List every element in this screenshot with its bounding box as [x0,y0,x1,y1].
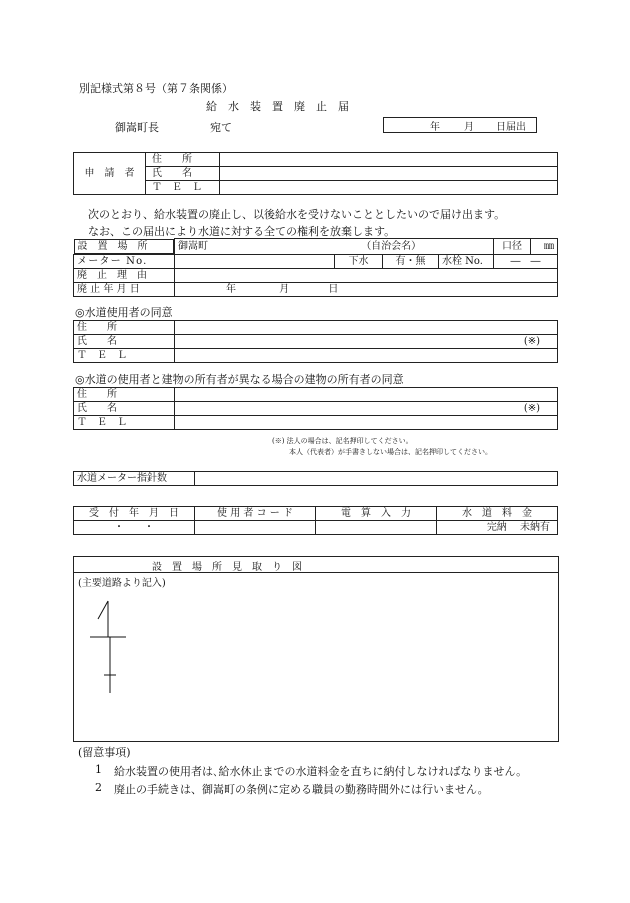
remark-2-text: 廃止の手続きは、御嵩町の条例に定める職員の勤務時間外には行いません。 [114,783,489,796]
user-consent-table [73,320,558,363]
applicant-name-label: 氏 名 [146,167,220,181]
owner-tel-label: Ｔ Ｅ Ｌ [74,416,175,430]
site-map-instruction: (主要道路より記入) [78,578,166,589]
applicant-address-field[interactable] [220,153,558,167]
meter-reading-table [73,471,558,486]
charge-paid: 完納 [486,522,507,533]
applicant-tel-label: Ｔ Ｅ Ｌ [146,181,220,195]
reason-field[interactable] [175,268,558,282]
user-code-label: 使 用 者 コ ー ド [195,507,316,521]
meter-reading-field[interactable] [195,472,558,486]
form-title: 給 水 装 置 廃 止 届 [206,100,349,113]
water-charge-field[interactable] [437,521,558,535]
diameter-label: 口径 [494,239,531,255]
applicant-table [73,152,558,195]
details-table [73,238,558,297]
abolition-date-year: 年 [226,283,236,295]
owner-name-label: 氏 名 [74,402,175,416]
owner-consent-heading: ◎水道の使用者と建物の所有者が異なる場合の建物の所有者の同意 [75,373,404,386]
user-address-field[interactable] [175,321,558,335]
submission-date-day: 日届出 [496,122,526,133]
owner-address-field[interactable] [175,388,558,402]
user-name-label: 氏 名 [74,335,175,349]
owner-name-mark: (※) [523,403,540,414]
addressee-name: 御嵩町長 [115,121,159,134]
hydrant-field[interactable]: ― ― [494,254,558,268]
user-consent-heading: ◎水道使用者の同意 [75,306,173,319]
hydrant-label: 水栓 No. [439,254,494,268]
site-map-box[interactable] [73,556,559,742]
reception-date-field[interactable]: ・ ・ [74,521,195,535]
sewer-label: 下水 [335,254,383,268]
location-town: 御嵩町 [178,240,208,252]
meter-label: メーター No. [74,254,175,268]
location-assoc: （自治会名） [361,240,422,252]
submission-date-year: 年 [430,122,440,133]
reception-date-label: 受 付 年 月 日 [74,507,195,521]
sewer-choice[interactable]: 有・無 [383,254,439,268]
applicant-name-field[interactable] [220,167,558,181]
diameter-unit: ㎜ [544,240,554,252]
abolition-date-label: 廃 止 年 月 日 [74,282,175,296]
owner-name-field[interactable] [175,402,558,416]
addressee-suffix: 宛て [210,121,232,134]
user-tel-field[interactable] [175,349,558,363]
remark-1-text: 給水装置の使用者は､給水休止までの水道料金を直ちに納付しなければなりません。 [114,765,528,778]
user-address-label: 住 所 [74,321,175,335]
site-map-title: 設 置 場 所 見 取 り 図 [152,562,302,573]
owner-tel-field[interactable] [175,416,558,430]
charge-unpaid: 未納有 [520,522,550,533]
intro-line-1: 次のとおり、給水装置の廃止し、以後給水を受けないこととしたいので届け出ます。 [88,208,506,221]
remark-2-number: 2 [95,781,102,794]
computer-input-field[interactable] [316,521,437,535]
reason-label: 廃 止 理 由 [74,268,175,282]
intro-line-2: なお、この届出により水道に対する全ての権利を放棄します。 [88,225,396,238]
location-field[interactable] [175,239,494,255]
meter-number-field[interactable] [175,254,335,268]
remark-1-number: 1 [95,763,102,776]
applicant-tel-field[interactable] [220,181,558,195]
applicant-group-label: 申 請 者 [74,153,146,195]
submission-date-month: 月 [464,122,474,133]
north-arrow-icon [88,597,128,693]
owner-address-label: 住 所 [74,388,175,402]
form-number: 別記様式第８号（第７条関係） [79,82,233,95]
office-use-table [73,506,558,535]
note-corporation: (※) 法人の場合は、記名押印してください。 [272,437,413,445]
owner-consent-table [73,387,558,430]
water-charge-label: 水 道 料 金 [437,507,558,521]
user-code-field[interactable] [195,521,316,535]
abolition-date-month: 月 [279,283,290,295]
user-tel-label: Ｔ Ｅ Ｌ [74,349,175,363]
meter-reading-label: 水道メーター指針数 [74,472,195,486]
user-name-field[interactable] [175,335,558,349]
location-label: 設 置 場 所 [74,239,175,254]
diameter-field[interactable] [531,239,558,255]
submission-date-box[interactable] [383,117,537,133]
note-handwriting: 本人（代表者）が手書きしない場合は、記名押印してください。 [289,448,492,456]
applicant-address-label: 住 所 [146,153,220,167]
user-name-mark: (※) [523,336,540,347]
site-map-title-divider [74,572,558,573]
abolition-date-field[interactable] [175,282,558,296]
abolition-date-day: 日 [328,283,339,295]
remarks-heading: (留意事項) [78,746,131,759]
computer-input-label: 電 算 入 力 [316,507,437,521]
